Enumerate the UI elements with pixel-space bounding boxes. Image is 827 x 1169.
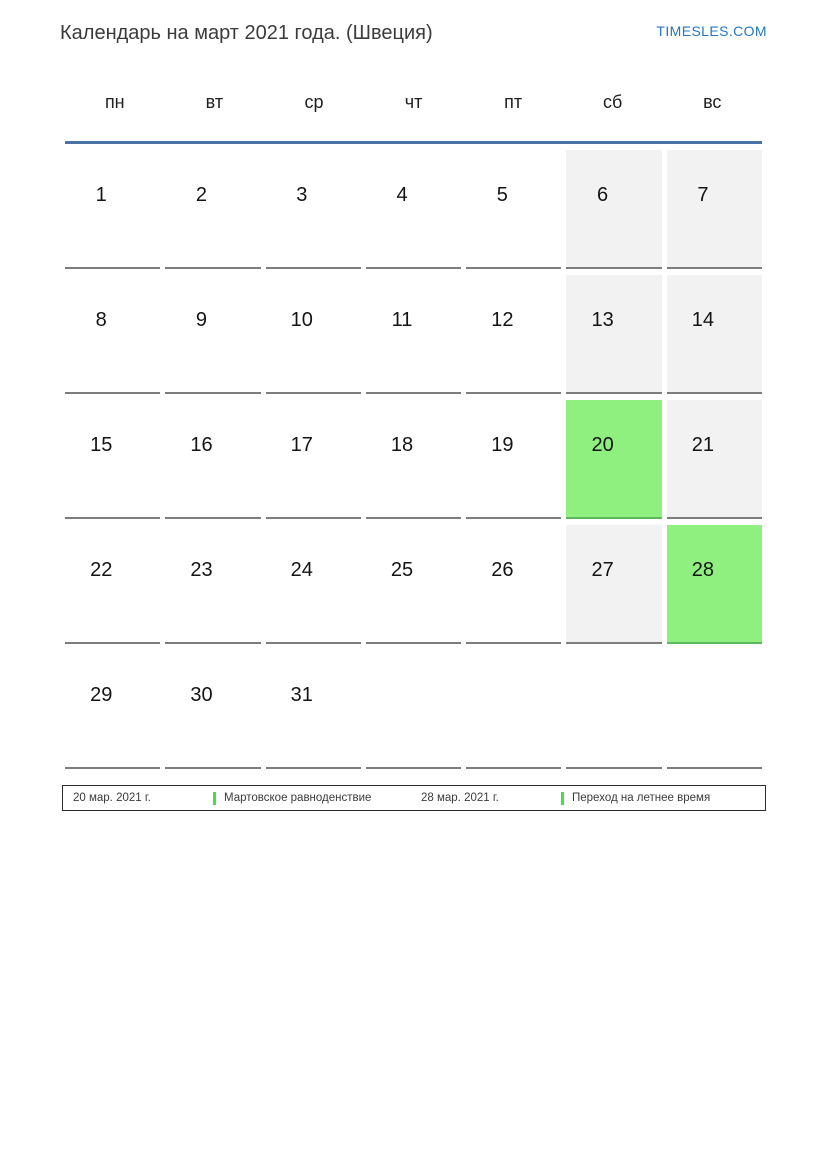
day-number: 2 <box>195 184 208 206</box>
day-number: 20 <box>591 434 614 456</box>
weekday-header: пт <box>504 92 523 112</box>
legend-label: Мартовское равноденствие <box>224 792 372 804</box>
brand-link[interactable]: TIMESLES.COM <box>656 23 767 39</box>
calendar-table <box>65 80 762 769</box>
calendar-grid <box>65 144 762 769</box>
day-cell-13 <box>566 275 661 394</box>
day-number: 3 <box>296 184 308 206</box>
weekday-header: сб <box>603 92 623 112</box>
weekday-header: вс <box>703 92 722 112</box>
day-number: 19 <box>491 434 514 456</box>
day-cell-empty <box>667 650 762 769</box>
legend-marker-icon <box>213 792 216 805</box>
day-number: 29 <box>90 684 113 706</box>
day-cell-empty <box>566 650 661 769</box>
day-number: 11 <box>391 309 413 331</box>
day-number: 27 <box>591 559 614 581</box>
day-number: 25 <box>390 559 414 581</box>
week-row <box>65 144 762 269</box>
day-number: 18 <box>390 434 414 456</box>
day-cell-6 <box>566 150 661 269</box>
day-cell-14 <box>667 275 762 394</box>
day-cell-15 <box>65 400 160 519</box>
day-number: 22 <box>90 559 113 581</box>
day-cell-2 <box>165 150 260 269</box>
day-number: 4 <box>396 184 408 206</box>
day-cell-24 <box>266 525 361 644</box>
day-number: 24 <box>290 559 313 581</box>
day-cell-16 <box>165 400 260 519</box>
day-cell-11 <box>366 275 461 394</box>
day-cell-20 <box>566 400 661 519</box>
day-cell-31 <box>266 650 361 769</box>
day-cell-5 <box>466 150 561 269</box>
day-number: 12 <box>491 309 514 331</box>
day-number: 26 <box>491 559 514 581</box>
day-cell-18 <box>366 400 461 519</box>
weekday-header-row <box>65 80 762 144</box>
legend-label: Переход на летнее время <box>572 792 711 804</box>
day-number: 28 <box>691 559 715 581</box>
day-cell-12 <box>466 275 561 394</box>
day-number: 17 <box>290 434 313 456</box>
weekday-header: пн <box>104 92 125 112</box>
weekday-header: чт <box>404 92 423 112</box>
day-number: 1 <box>95 184 107 206</box>
day-number: 5 <box>496 184 508 206</box>
day-cell-28 <box>667 525 762 644</box>
day-cell-empty <box>366 650 461 769</box>
day-cell-21 <box>667 400 762 519</box>
day-number: 9 <box>195 309 208 331</box>
day-cell-1 <box>65 150 160 269</box>
week-row <box>65 519 762 644</box>
day-number: 21 <box>691 434 715 456</box>
day-cell-17 <box>266 400 361 519</box>
day-number: 10 <box>290 309 313 331</box>
day-cell-9 <box>165 275 260 394</box>
week-row <box>65 394 762 519</box>
day-cell-22 <box>65 525 160 644</box>
legend-date: 20 мар. 2021 г. <box>73 792 151 804</box>
week-row <box>65 644 762 769</box>
day-cell-23 <box>165 525 260 644</box>
day-cell-10 <box>266 275 361 394</box>
day-number: 16 <box>190 434 213 456</box>
day-number: 23 <box>190 559 213 581</box>
day-number: 7 <box>697 184 709 206</box>
day-cell-empty <box>466 650 561 769</box>
legend-marker-icon <box>561 792 564 805</box>
day-number: 13 <box>591 309 614 331</box>
day-cell-26 <box>466 525 561 644</box>
day-number: 8 <box>95 309 107 331</box>
day-cell-7 <box>667 150 762 269</box>
day-cell-4 <box>366 150 461 269</box>
legend-bar <box>62 785 766 811</box>
day-cell-25 <box>366 525 461 644</box>
day-cell-19 <box>466 400 561 519</box>
day-number: 30 <box>190 684 213 706</box>
day-cell-27 <box>566 525 661 644</box>
legend-date: 28 мар. 2021 г. <box>421 792 499 804</box>
day-cell-3 <box>266 150 361 269</box>
day-cell-8 <box>65 275 160 394</box>
day-number: 14 <box>691 309 715 331</box>
day-number: 15 <box>90 434 113 456</box>
page-title: Календарь на март 2021 года. (Швеция) <box>60 22 433 44</box>
weekday-header: ср <box>304 92 324 112</box>
week-row <box>65 269 762 394</box>
day-cell-29 <box>65 650 160 769</box>
day-cell-30 <box>165 650 260 769</box>
day-number: 6 <box>597 184 609 206</box>
day-number: 31 <box>290 684 313 706</box>
weekday-header: вт <box>205 92 224 112</box>
